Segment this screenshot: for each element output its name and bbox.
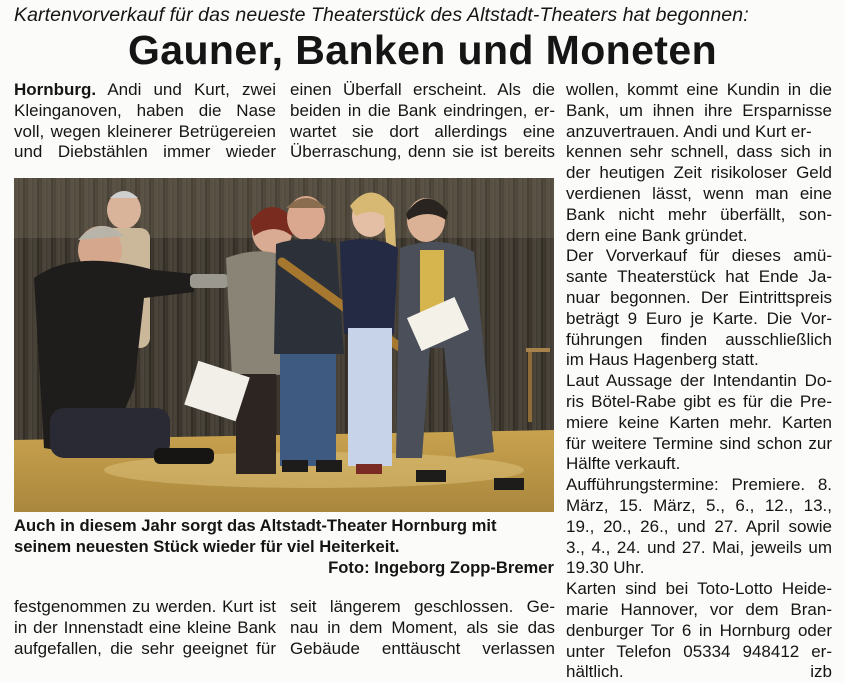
body-line: festgenommen zu werden. Kurt ist: [14, 597, 276, 616]
dateline: Hornburg.: [14, 80, 97, 99]
body-line: Laut Aussage der Intendantin Do-: [566, 371, 832, 391]
body-line: Der Vorverkauf für dieses amü-: [566, 246, 832, 266]
body-line: ris Bötel-Rabe gibt es für die Pre-: [566, 391, 832, 411]
body-line: wollen, kommt eine Kundin in die: [566, 80, 832, 99]
body-text: Andi und Kurt, zwei: [96, 80, 276, 99]
body-line: 3., 4., 24. und 27. Mai, jeweils um: [566, 537, 832, 557]
body-line: anzuvertrauen. Andi und Kurt er-: [566, 121, 812, 141]
body-line: im Haus Hagenberg statt.: [566, 350, 759, 370]
body-line: wartet sie dort allerdings eine: [290, 121, 555, 141]
body-line: beiden in die Bank eindringen, er-: [290, 100, 555, 120]
body-line: voll, wegen kleinerer Betrügereien: [14, 121, 276, 141]
body-line: und Diebstählen immer wieder: [14, 142, 276, 162]
body-line: Bank nicht mehr überfällt, son-: [566, 204, 832, 224]
body-line: Karten sind bei Toto-Lotto Heide-: [566, 579, 832, 599]
photo-credit: Foto: Ingeborg Zopp-Bremer: [328, 558, 554, 577]
author-signature: izb: [810, 662, 832, 682]
article-column-2: [290, 80, 555, 163]
article-kicker: Kartenvorverkauf für das neueste Theaterstück des Altstadt-Theaters hat begonnen:: [14, 4, 749, 26]
body-line: aufgefallen, die sehr geeignet für: [14, 638, 276, 658]
body-line: kennen sehr schnell, dass sich in: [566, 142, 832, 162]
body-line: unter Telefon 05334 948412 er-: [566, 641, 832, 661]
article-column-2-continued: [290, 597, 555, 659]
body-line: 19.30 Uhr.: [566, 558, 645, 578]
body-line: nau in dem Moment, als sie das: [290, 617, 555, 637]
body-line-final: [566, 662, 832, 683]
article-headline: Gauner, Banken und Moneten: [127, 27, 718, 73]
body-line: nuar begonnen. Der Eintrittspreis: [566, 287, 832, 307]
body-line: Kleinganoven, haben die Nase: [14, 100, 276, 120]
article-column-3: [566, 80, 832, 683]
body-line: 19., 20., 26., und 27. April sowie: [566, 516, 832, 536]
body-line: seit längerem geschlossen. Ge-: [290, 597, 555, 616]
photo-caption: Auch in diesem Jahr sorgt das Altstadt-Theater Hornburg mit seinem neuesten Stück wieder für viel Heiterkeit.: [14, 516, 497, 556]
body-line: marie Hannover, vor dem Bran-: [566, 599, 832, 619]
body-line: verdienen lässt, wenn man eine: [566, 183, 832, 203]
body-line: für weitere Termine sind schon zur: [566, 433, 832, 453]
body-line: der heutigen Zeit risikoloser Geld: [566, 163, 832, 183]
body-line: in der Innenstadt eine kleine Bank: [14, 617, 276, 637]
body-line: beträgt 9 Euro je Karte. Die Vor-: [566, 308, 832, 328]
stage-scene-illustration: [14, 178, 554, 512]
body-line: miere keine Karten mehr. Karten: [566, 412, 832, 432]
body-line: März, 15. März, 5., 6., 12., 13.,: [566, 495, 832, 515]
body-line: Hälfte verkauft.: [566, 454, 681, 474]
article-column-1-continued: [14, 597, 276, 659]
body-line: Überraschung, denn sie ist bereits: [290, 142, 555, 162]
article-photo: [14, 178, 554, 512]
body-line: dern eine Bank gründet.: [566, 225, 748, 245]
body-line: Gebäude enttäuscht verlassen: [290, 638, 555, 658]
body-line: Aufführungstermine: Premiere. 8.: [566, 475, 832, 495]
body-line: [14, 80, 276, 101]
body-line: führungen finden ausschließlich: [566, 329, 832, 349]
body-text: hältlich.: [566, 662, 624, 682]
article-column-1: [14, 80, 276, 163]
body-line: Bank, um ihnen ihre Ersparnisse: [566, 100, 832, 120]
body-line: denburger Tor 6 in Hornburg oder: [566, 620, 832, 640]
body-line: einen Überfall erscheint. Als die: [290, 80, 555, 99]
body-line: sante Theaterstück hat Ende Ja-: [566, 267, 832, 287]
